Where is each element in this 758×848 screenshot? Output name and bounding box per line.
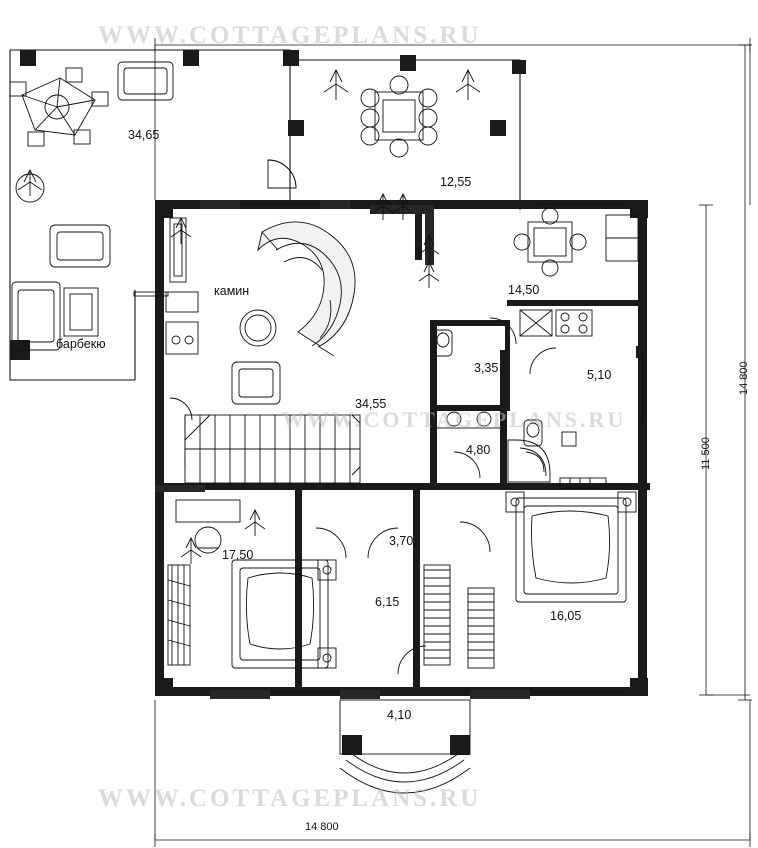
room-area-bedroom-right: 16,05 xyxy=(550,609,582,623)
room-area-pantry: 5,10 xyxy=(587,368,612,382)
watermark-top: WWW.COTTAGEPLANS.RU xyxy=(98,22,482,49)
barbecue-label: барбекю xyxy=(56,337,106,351)
dimension-overall-width: 14 800 xyxy=(305,821,339,833)
watermark-bottom: WWW.COTTAGEPLANS.RU xyxy=(98,785,482,812)
room-area-porch: 4,10 xyxy=(387,708,412,722)
watermark-middle: WWW.COTTAGEPLANS.RU xyxy=(282,407,627,432)
room-area-terrace-top-left: 34,65 xyxy=(128,128,160,142)
dimension-inner-height: 11 500 xyxy=(700,437,712,470)
fireplace-label: камин xyxy=(214,284,250,298)
room-area-hall: 3,70 xyxy=(389,534,414,548)
room-area-bathroom: 4,80 xyxy=(466,443,491,457)
room-area-bathroom-small: 3,35 xyxy=(474,361,499,375)
room-area-terrace-dining: 12,55 xyxy=(440,175,472,189)
room-area-living-room: 34,55 xyxy=(355,397,387,411)
dimension-overall-height: 14 800 xyxy=(738,361,750,395)
room-area-corridor: 6,15 xyxy=(375,595,400,609)
room-area-bedroom-left: 17,50 xyxy=(222,548,254,562)
room-area-kitchen: 14,50 xyxy=(508,283,540,297)
